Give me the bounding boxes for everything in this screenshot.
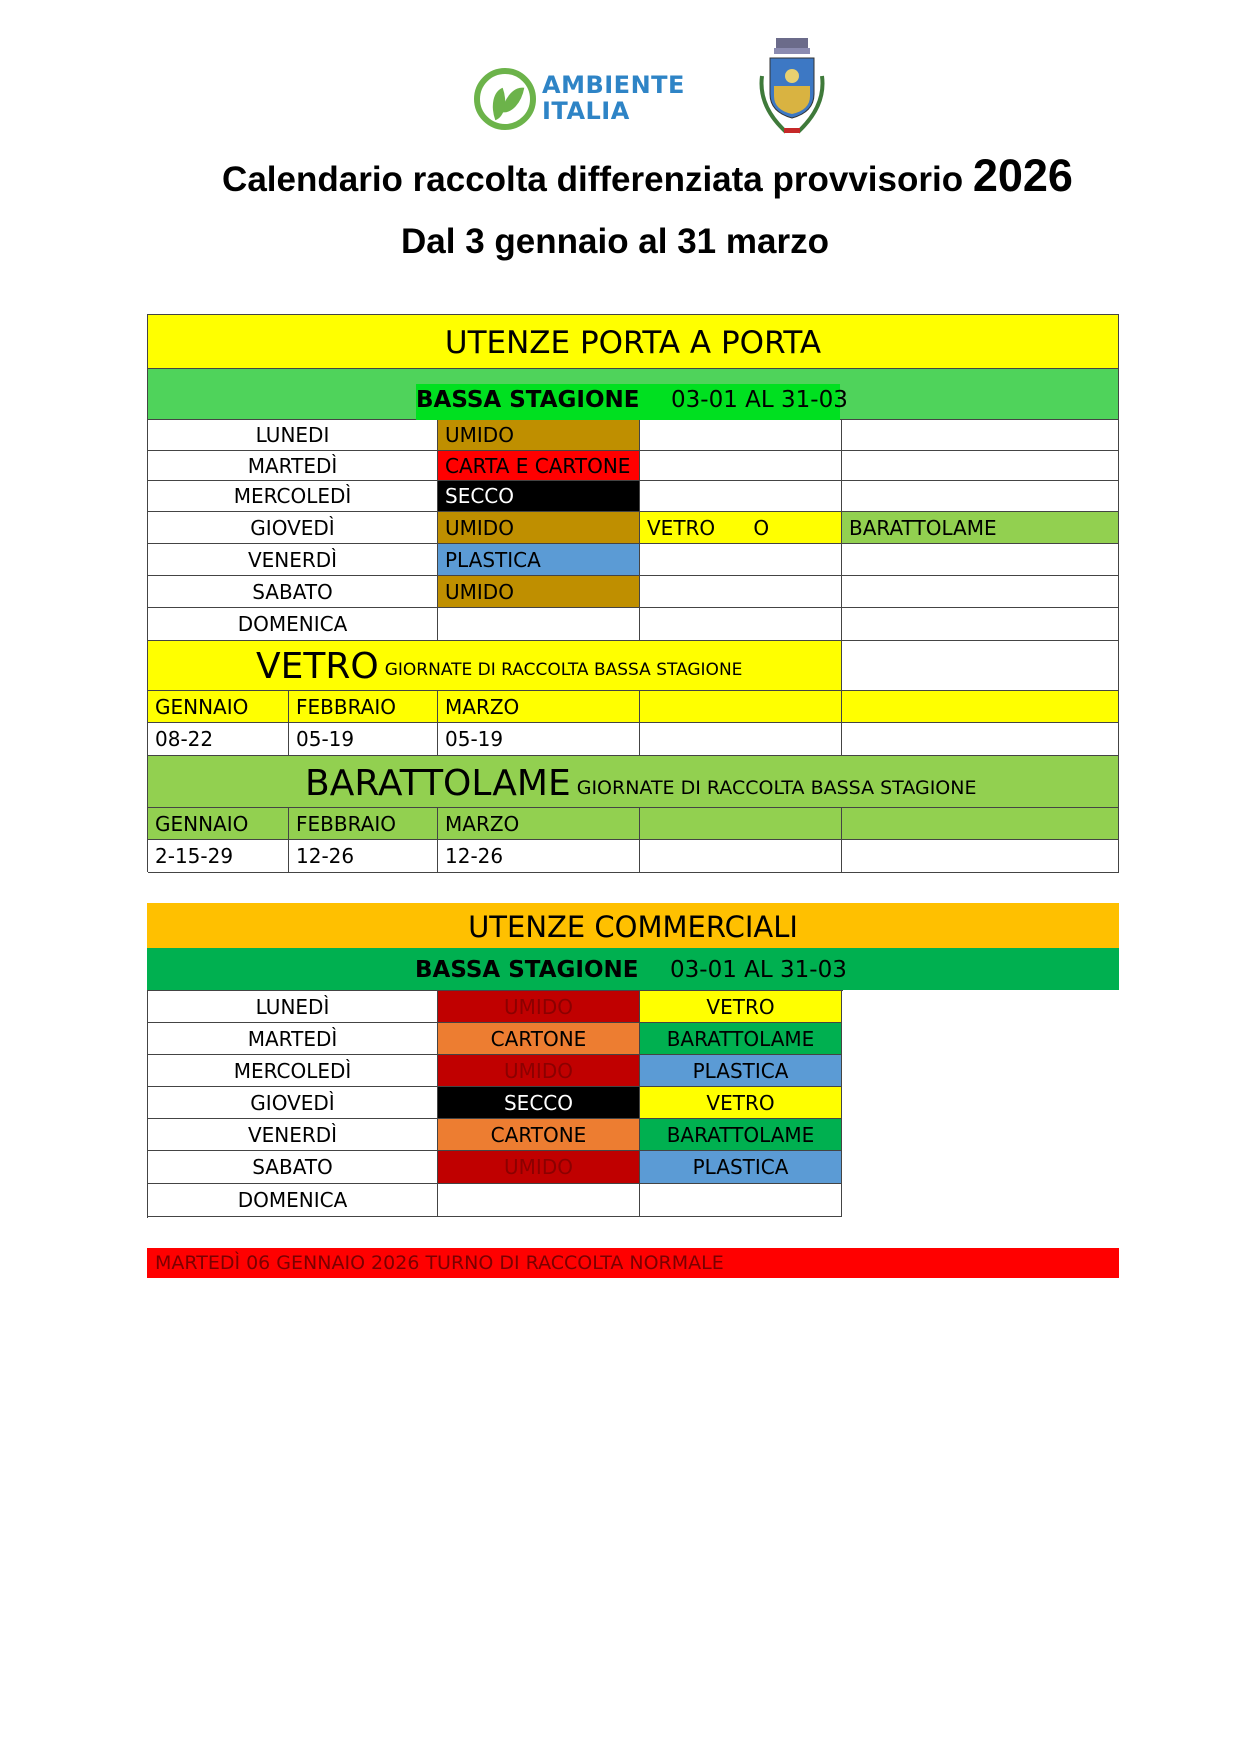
- barattolame-dates-row: [148, 840, 1119, 873]
- table-cell: MERCOLEDÌ: [148, 1055, 438, 1087]
- table-cell: CARTONE: [438, 1119, 640, 1151]
- commerciali-season-row: [147, 948, 1119, 990]
- table-cell: [640, 1184, 842, 1217]
- table-cell: GENNAIO: [148, 808, 289, 840]
- table-row: [148, 451, 1119, 481]
- table-cell: 12-26: [438, 840, 640, 873]
- table-cell: SABATO: [148, 576, 438, 608]
- table-cell: MARTEDÌ: [148, 451, 438, 481]
- table-cell: VETRO O: [640, 512, 842, 544]
- table-cell: UMIDO: [438, 1055, 640, 1087]
- table-cell: GIOVEDÌ: [148, 512, 438, 544]
- table-cell: [640, 608, 842, 641]
- table-row: [148, 1119, 842, 1151]
- table-row: [148, 608, 1119, 641]
- commerciali-table: [147, 903, 1119, 1217]
- table-cell: SECCO: [438, 1087, 640, 1119]
- table-cell: [842, 840, 1119, 873]
- table-cell: [842, 544, 1119, 576]
- table-cell: DOMENICA: [148, 1184, 438, 1217]
- table-cell: [640, 451, 842, 481]
- vetro-note: GIORNATE DI RACCOLTA BASSA STAGIONE: [384, 660, 743, 680]
- table-cell: 05-19: [438, 723, 640, 756]
- table-cell: BARATTOLAME: [842, 512, 1119, 544]
- table-cell: [640, 808, 842, 840]
- commerciali-days: [147, 990, 843, 1218]
- table-cell: [842, 723, 1119, 756]
- table-cell: [842, 451, 1119, 481]
- table-cell: MARZO: [438, 808, 640, 840]
- table-cell: DOMENICA: [148, 608, 438, 641]
- logo-text: AMBIENTE ITALIA: [542, 71, 685, 125]
- table-cell: UMIDO: [438, 576, 640, 608]
- table-cell: UMIDO: [438, 420, 640, 451]
- table-cell: VENERDÌ: [148, 1119, 438, 1151]
- table-row: [148, 576, 1119, 608]
- table-cell: [640, 691, 842, 723]
- table-cell: [640, 576, 842, 608]
- barattolame-title-row: [148, 756, 1119, 808]
- vetro-months-row: [148, 691, 1119, 723]
- table-row: [148, 544, 1119, 576]
- table-cell: PLASTICA: [640, 1055, 842, 1087]
- table-cell: 12-26: [289, 840, 438, 873]
- table-cell: [640, 723, 842, 756]
- table-cell: CARTA E CARTONE: [438, 451, 640, 481]
- notice-bar: [147, 1248, 1119, 1278]
- table-row: [148, 1055, 842, 1087]
- table-cell: MARZO: [438, 691, 640, 723]
- table-cell: [640, 544, 842, 576]
- table-row: [148, 1023, 842, 1055]
- table-cell: FEBBRAIO: [289, 691, 438, 723]
- table-row: [148, 1151, 842, 1184]
- table-cell: [438, 1184, 640, 1217]
- table-cell: VETRO: [640, 1087, 842, 1119]
- vetro-title: VETRO: [256, 646, 379, 687]
- table-cell: LUNEDI: [148, 420, 438, 451]
- season-label: BASSA STAGIONE: [415, 957, 639, 983]
- page-subtitle: Dal 3 gennaio al 31 marzo: [401, 222, 829, 261]
- table-cell: [842, 641, 1119, 691]
- period-label: 03-01 AL 31-03: [670, 957, 847, 983]
- table-cell: VETRO: [640, 991, 842, 1023]
- table-row: [148, 991, 842, 1023]
- table-row: [148, 1184, 842, 1217]
- table-cell: MERCOLEDÌ: [148, 481, 438, 512]
- table-cell: UMIDO: [438, 1151, 640, 1184]
- table-cell: [148, 641, 842, 691]
- table-row: [148, 420, 1119, 451]
- vetro-dates-row: [148, 723, 1119, 756]
- table-row: [148, 512, 1119, 544]
- porta-header: UTENZE PORTA A PORTA: [148, 315, 1119, 369]
- table-cell: [148, 756, 1119, 808]
- leaf-icon: [474, 68, 536, 130]
- table-cell: 2-15-29: [148, 840, 289, 873]
- barattolame-months-row: [148, 808, 1119, 840]
- table-cell: GIOVEDÌ: [148, 1087, 438, 1119]
- table-cell: BARATTOLAME: [640, 1023, 842, 1055]
- table-cell: 05-19: [289, 723, 438, 756]
- table-cell: SECCO: [438, 481, 640, 512]
- period-label: 03-01 AL 31-03: [671, 387, 848, 413]
- table-cell: UMIDO: [438, 991, 640, 1023]
- table-cell: [842, 691, 1119, 723]
- table-cell: [842, 481, 1119, 512]
- table-row: [148, 481, 1119, 512]
- table-cell: CARTONE: [438, 1023, 640, 1055]
- table-cell: MARTEDÌ: [148, 1023, 438, 1055]
- porta-season-row: [148, 369, 1119, 420]
- table-cell: FEBBRAIO: [289, 808, 438, 840]
- table-cell: PLASTICA: [438, 544, 640, 576]
- table-cell: 08-22: [148, 723, 289, 756]
- barattolame-title: BARATTOLAME: [305, 763, 571, 804]
- table-cell: [842, 576, 1119, 608]
- municipal-crest-icon: [754, 36, 830, 140]
- commerciali-header: UTENZE COMMERCIALI: [147, 903, 1119, 948]
- vetro-title-row: [148, 641, 1119, 691]
- table-cell: LUNEDÌ: [148, 991, 438, 1023]
- table-cell: [640, 420, 842, 451]
- table-cell: [640, 840, 842, 873]
- ambiente-italia-logo: [470, 66, 690, 136]
- table-cell: VENERDÌ: [148, 544, 438, 576]
- table-cell: SABATO: [148, 1151, 438, 1184]
- notice-text: MARTEDÌ 06 GENNAIO 2026 TURNO DI RACCOLTA NORMALE: [155, 1252, 724, 1274]
- table-cell: [842, 420, 1119, 451]
- porta-a-porta-table: [147, 314, 1119, 872]
- table-cell: BARATTOLAME: [640, 1119, 842, 1151]
- table-cell: [640, 481, 842, 512]
- table-cell: [842, 808, 1119, 840]
- season-label: BASSA STAGIONE: [416, 387, 640, 413]
- table-cell: [842, 608, 1119, 641]
- table-row: [148, 1087, 842, 1119]
- barattolame-note: GIORNATE DI RACCOLTA BASSA STAGIONE: [576, 777, 977, 799]
- table-cell: [438, 608, 640, 641]
- table-cell: GENNAIO: [148, 691, 289, 723]
- table-cell: PLASTICA: [640, 1151, 842, 1184]
- page-title: Calendario raccolta differenziata provvisorio 2026: [222, 150, 1073, 201]
- table-cell: UMIDO: [438, 512, 640, 544]
